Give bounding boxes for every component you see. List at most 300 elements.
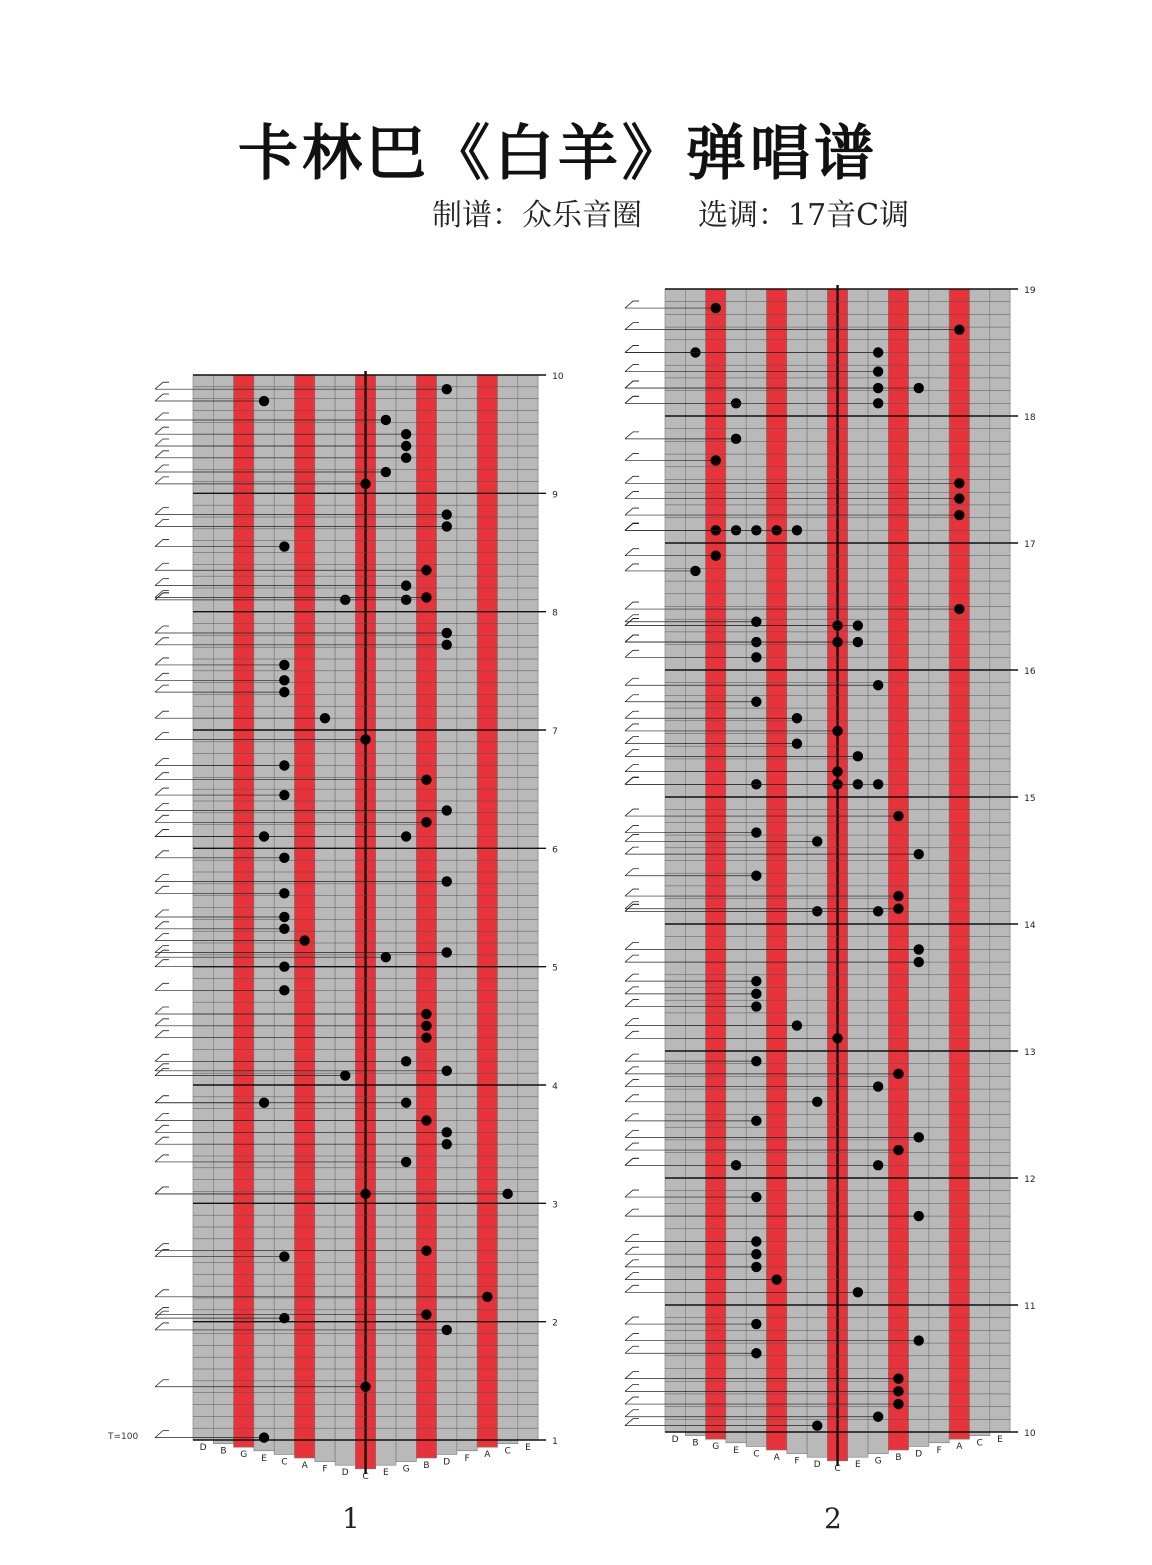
- measure-number: 10: [552, 372, 564, 382]
- tine-11: [416, 375, 436, 1458]
- sheet-number-1: 1: [342, 1502, 360, 1535]
- key-label: G: [712, 1442, 720, 1453]
- flag-mark: [155, 1290, 169, 1297]
- key-label: C: [362, 1471, 369, 1482]
- note-dot: [914, 1335, 924, 1345]
- note-dot: [751, 1249, 761, 1259]
- note-dot: [751, 989, 761, 999]
- note-dot: [751, 1192, 761, 1202]
- flag-mark: [625, 635, 639, 642]
- flag-mark: [625, 301, 639, 308]
- flag-mark: [625, 1000, 639, 1007]
- note-dot: [279, 853, 289, 863]
- flag-mark: [155, 413, 169, 420]
- measure-number: 8: [552, 608, 558, 619]
- key-label: B: [692, 1438, 699, 1449]
- flag-mark: [155, 394, 169, 401]
- note-dot: [442, 628, 452, 638]
- key-label: E: [525, 1443, 531, 1453]
- note-dot: [914, 1211, 924, 1221]
- flag-mark: [155, 934, 169, 941]
- note-dot: [279, 660, 289, 670]
- note-dot: [751, 1236, 761, 1246]
- measure-number: 6: [552, 845, 558, 856]
- note-dot: [279, 961, 289, 971]
- flag-mark: [155, 732, 169, 739]
- note-dot: [711, 455, 721, 465]
- flag-mark: [625, 602, 639, 609]
- tine-10: [868, 289, 888, 1454]
- note-dot: [279, 790, 289, 800]
- flag-mark: [625, 1235, 639, 1242]
- note-dot: [279, 888, 289, 898]
- note-dot: [873, 1160, 883, 1170]
- tine-10: [396, 375, 416, 1462]
- note-dot: [893, 891, 903, 901]
- flag-mark: [625, 826, 639, 833]
- note-dot: [751, 1056, 761, 1066]
- measure-number: 18: [1024, 413, 1036, 423]
- note-dot: [873, 347, 883, 357]
- flag-mark: [155, 759, 169, 766]
- flag-mark: [625, 1384, 639, 1391]
- measure-number: 19: [1024, 286, 1036, 296]
- key-label: B: [220, 1446, 227, 1457]
- key-label: D: [341, 1468, 349, 1479]
- flag-mark: [155, 465, 169, 472]
- flag-mark: [155, 579, 169, 586]
- flag-mark: [155, 508, 169, 515]
- note-dot: [482, 1292, 492, 1302]
- key-label: G: [240, 1450, 248, 1461]
- tine-6: [315, 375, 335, 1462]
- flag-mark: [625, 869, 639, 876]
- note-dot: [421, 1115, 431, 1125]
- key-label: A: [484, 1450, 491, 1461]
- flag-mark: [625, 737, 639, 744]
- flag-mark: [625, 809, 639, 816]
- flag-mark: [625, 1397, 639, 1404]
- flag-mark: [625, 1317, 639, 1324]
- tine-12: [437, 375, 457, 1454]
- key-label: C: [504, 1446, 511, 1457]
- flag-mark: [155, 910, 169, 917]
- tine-9: [376, 375, 396, 1465]
- note-dot: [853, 637, 863, 647]
- note-dot: [792, 525, 802, 535]
- note-dot: [751, 871, 761, 881]
- note-dot: [954, 604, 964, 614]
- sheet-1: [155, 371, 564, 1482]
- flag-mark: [625, 749, 639, 756]
- key-label: A: [301, 1461, 308, 1471]
- measure-number: 5: [552, 963, 558, 974]
- note-dot: [259, 1432, 269, 1442]
- key-label: D: [813, 1460, 821, 1471]
- note-dot: [401, 1098, 411, 1108]
- note-dot: [401, 429, 411, 439]
- flag-mark: [155, 439, 169, 446]
- note-dot: [421, 1309, 431, 1319]
- note-dot: [771, 1274, 781, 1284]
- note-dot: [832, 1033, 842, 1043]
- flag-mark: [625, 1273, 639, 1280]
- note-dot: [442, 1139, 452, 1149]
- key-label: D: [671, 1435, 679, 1445]
- flag-mark: [155, 673, 169, 680]
- flag-mark: [155, 477, 169, 484]
- note-dot: [751, 617, 761, 627]
- note-dot: [421, 592, 431, 602]
- note-dot: [914, 944, 924, 954]
- sheet-number-2: 2: [824, 1502, 842, 1535]
- flag-mark: [625, 695, 639, 702]
- note-dot: [853, 1287, 863, 1297]
- measure-number: 15: [1024, 794, 1036, 804]
- flag-mark: [625, 711, 639, 718]
- flag-mark: [625, 1247, 639, 1254]
- note-dot: [751, 697, 761, 707]
- note-dot: [442, 1325, 452, 1335]
- key-label: E: [261, 1453, 267, 1464]
- note-dot: [751, 1348, 761, 1358]
- note-dot: [893, 1145, 903, 1155]
- note-dot: [792, 738, 802, 748]
- flag-mark: [155, 1187, 169, 1194]
- note-dot: [751, 827, 761, 837]
- key-label: D: [915, 1449, 923, 1460]
- key-label: E: [855, 1460, 861, 1471]
- flag-mark: [155, 427, 169, 434]
- flag-mark: [155, 382, 169, 389]
- flag-mark: [155, 1031, 169, 1038]
- flag-mark: [155, 922, 169, 929]
- note-dot: [360, 1382, 370, 1392]
- note-dot: [954, 324, 964, 334]
- note-dot: [421, 1245, 431, 1255]
- note-dot: [442, 947, 452, 957]
- note-dot: [381, 952, 391, 962]
- flag-mark: [155, 983, 169, 990]
- measure-number: 11: [1024, 1302, 1036, 1312]
- flag-mark: [155, 960, 169, 967]
- note-dot: [421, 775, 431, 785]
- flag-mark: [625, 432, 639, 439]
- key-label: G: [402, 1464, 410, 1475]
- note-dot: [812, 1097, 822, 1107]
- note-dot: [442, 805, 452, 815]
- flag-mark: [625, 650, 639, 657]
- note-dot: [360, 1189, 370, 1199]
- flag-mark: [625, 323, 639, 330]
- tine-4: [746, 289, 766, 1446]
- measure-number: 4: [552, 1082, 558, 1092]
- key-label: C: [976, 1438, 983, 1449]
- flag-mark: [155, 1125, 169, 1132]
- flag-mark: [155, 626, 169, 633]
- flag-mark: [625, 1260, 639, 1267]
- key-label: B: [423, 1461, 430, 1471]
- flag-mark: [625, 1067, 639, 1074]
- flag-mark: [625, 1209, 639, 1216]
- note-dot: [401, 1056, 411, 1066]
- note-dot: [792, 713, 802, 723]
- measure-number: 10: [1024, 1429, 1036, 1439]
- note-dot: [751, 652, 761, 662]
- note-dot: [873, 1412, 883, 1422]
- note-dot: [873, 1081, 883, 1091]
- note-dot: [812, 836, 822, 846]
- note-dot: [401, 441, 411, 451]
- flag-mark: [155, 1137, 169, 1144]
- flag-mark: [625, 346, 639, 353]
- note-dot: [751, 1319, 761, 1329]
- flag-mark: [625, 678, 639, 685]
- note-dot: [873, 383, 883, 393]
- note-dot: [279, 541, 289, 551]
- flag-mark: [155, 803, 169, 810]
- flag-mark: [625, 1334, 639, 1341]
- flag-mark: [625, 1285, 639, 1292]
- flag-mark: [625, 1031, 639, 1038]
- note-dot: [401, 1157, 411, 1167]
- tine-6: [787, 289, 807, 1454]
- flag-mark: [625, 381, 639, 388]
- note-dot: [279, 1251, 289, 1261]
- flag-mark: [155, 658, 169, 665]
- tine-3: [726, 289, 746, 1443]
- note-dot: [279, 687, 289, 697]
- tine-13: [457, 375, 477, 1451]
- key-label: F: [794, 1456, 800, 1467]
- note-dot: [421, 1009, 431, 1019]
- tine-5: [295, 375, 315, 1458]
- flag-mark: [155, 638, 169, 645]
- note-dot: [853, 751, 863, 761]
- note-dot: [442, 640, 452, 650]
- flag-mark: [625, 777, 639, 784]
- note-dot: [381, 415, 391, 425]
- flag-mark: [625, 1158, 639, 1165]
- flag-mark: [155, 593, 169, 600]
- flag-mark: [625, 847, 639, 854]
- flag-mark: [155, 886, 169, 893]
- note-dot: [401, 453, 411, 463]
- measure-number: 2: [552, 1318, 558, 1329]
- key-label: C: [753, 1449, 760, 1460]
- flag-mark: [155, 950, 169, 957]
- flag-mark: [625, 1190, 639, 1197]
- tine-12: [909, 289, 929, 1446]
- flag-mark: [625, 904, 639, 911]
- flag-mark: [155, 1007, 169, 1014]
- flag-mark: [625, 396, 639, 403]
- key-label: F: [322, 1464, 328, 1475]
- note-dot: [873, 398, 883, 408]
- note-dot: [401, 831, 411, 841]
- note-dot: [279, 675, 289, 685]
- note-dot: [259, 396, 269, 406]
- flag-mark: [625, 834, 639, 841]
- flag-mark: [625, 942, 639, 949]
- tempo-label: T=100: [108, 1432, 139, 1442]
- flag-mark: [155, 1380, 169, 1387]
- flag-mark: [155, 1054, 169, 1061]
- flag-mark: [155, 1323, 169, 1330]
- tine-1: [685, 289, 705, 1436]
- note-dot: [832, 766, 842, 776]
- flag-mark: [625, 765, 639, 772]
- note-dot: [421, 565, 431, 575]
- flag-mark: [155, 788, 169, 795]
- measure-number: 17: [1024, 540, 1036, 550]
- note-dot: [792, 1020, 802, 1030]
- note-dot: [954, 478, 964, 488]
- tine-1: [213, 375, 233, 1444]
- flag-mark: [625, 549, 639, 556]
- credit-text: 制谱：众乐音圈: [432, 198, 642, 233]
- flag-mark: [625, 492, 639, 499]
- note-dot: [442, 876, 452, 886]
- tine-3: [254, 375, 274, 1451]
- note-dot: [812, 1420, 822, 1430]
- note-dot: [421, 817, 431, 827]
- flag-mark: [155, 1431, 169, 1438]
- key-label: D: [443, 1457, 451, 1468]
- note-dot: [442, 509, 452, 519]
- key-label: B: [895, 1453, 902, 1463]
- note-dot: [340, 1070, 350, 1080]
- measure-number: 14: [1024, 921, 1036, 931]
- note-dot: [751, 1262, 761, 1272]
- flag-mark: [155, 830, 169, 837]
- key-label: A: [773, 1453, 780, 1463]
- key-label: C: [281, 1457, 288, 1468]
- note-dot: [914, 849, 924, 859]
- note-dot: [893, 1399, 903, 1409]
- note-dot: [442, 1066, 452, 1076]
- note-dot: [299, 935, 309, 945]
- flag-mark: [155, 815, 169, 822]
- note-dot: [873, 366, 883, 376]
- note-dot: [751, 1116, 761, 1126]
- note-dot: [401, 595, 411, 605]
- key-label: E: [997, 1435, 1003, 1445]
- note-dot: [442, 521, 452, 531]
- note-dot: [442, 1127, 452, 1137]
- note-dot: [421, 1032, 431, 1042]
- key-label: F: [936, 1445, 942, 1456]
- note-dot: [893, 904, 903, 914]
- flag-mark: [155, 1019, 169, 1026]
- flag-mark: [625, 1419, 639, 1426]
- key-label: E: [733, 1445, 739, 1456]
- flag-mark: [625, 987, 639, 994]
- flag-mark: [625, 1054, 639, 1061]
- page-title: 卡林巴《白羊》弹唱谱: [238, 119, 878, 189]
- note-dot: [873, 680, 883, 690]
- flag-mark: [155, 851, 169, 858]
- note-dot: [320, 713, 330, 723]
- flag-mark: [625, 974, 639, 981]
- measure-number: 9: [552, 490, 558, 501]
- note-dot: [279, 985, 289, 995]
- key-label: A: [956, 1442, 963, 1453]
- flag-mark: [625, 1410, 639, 1417]
- key-label: E: [383, 1468, 389, 1479]
- flag-mark: [155, 773, 169, 780]
- flag-mark: [155, 540, 169, 547]
- note-dot: [893, 811, 903, 821]
- flag-mark: [625, 476, 639, 483]
- note-dot: [873, 906, 883, 916]
- flag-mark: [155, 1069, 169, 1076]
- tine-7: [335, 375, 355, 1465]
- note-dot: [751, 976, 761, 986]
- note-dot: [279, 760, 289, 770]
- flag-mark: [155, 1096, 169, 1103]
- note-dot: [690, 566, 700, 576]
- note-dot: [893, 1386, 903, 1396]
- flag-mark: [155, 1155, 169, 1162]
- flag-mark: [625, 1130, 639, 1137]
- note-dot: [442, 384, 452, 394]
- measure-number: 7: [552, 727, 558, 737]
- note-dot: [401, 580, 411, 590]
- note-dot: [711, 303, 721, 313]
- key-info-text: 选调：17音C调: [698, 198, 910, 233]
- tine-13: [929, 289, 949, 1443]
- tine-15: [498, 375, 518, 1444]
- flag-mark: [625, 523, 639, 530]
- note-dot: [954, 493, 964, 503]
- flag-mark: [625, 1080, 639, 1087]
- flag-mark: [155, 685, 169, 692]
- measure-number: 3: [552, 1200, 558, 1211]
- note-dot: [914, 1132, 924, 1142]
- key-label: C: [834, 1463, 841, 1474]
- note-dot: [259, 831, 269, 841]
- note-dot: [832, 726, 842, 736]
- flag-mark: [625, 1095, 639, 1102]
- flag-mark: [155, 1114, 169, 1121]
- note-dot: [731, 434, 741, 444]
- note-dot: [954, 510, 964, 520]
- note-dot: [279, 912, 289, 922]
- flag-mark: [625, 453, 639, 460]
- note-dot: [914, 957, 924, 967]
- flag-mark: [155, 451, 169, 458]
- note-dot: [421, 1021, 431, 1031]
- measure-number: 1: [552, 1437, 558, 1447]
- measure-number: 12: [1024, 1175, 1036, 1185]
- flag-mark: [155, 711, 169, 718]
- flag-mark: [625, 365, 639, 372]
- flag-mark: [625, 955, 639, 962]
- flag-mark: [625, 724, 639, 731]
- sheet-2: [625, 285, 1036, 1474]
- note-dot: [360, 734, 370, 744]
- note-dot: [893, 1069, 903, 1079]
- measure-number: 13: [1024, 1048, 1036, 1058]
- note-dot: [914, 383, 924, 393]
- measure-number: 16: [1024, 667, 1036, 677]
- note-dot: [853, 620, 863, 630]
- note-dot: [711, 551, 721, 561]
- flag-mark: [625, 564, 639, 571]
- note-dot: [893, 1373, 903, 1383]
- note-dot: [279, 924, 289, 934]
